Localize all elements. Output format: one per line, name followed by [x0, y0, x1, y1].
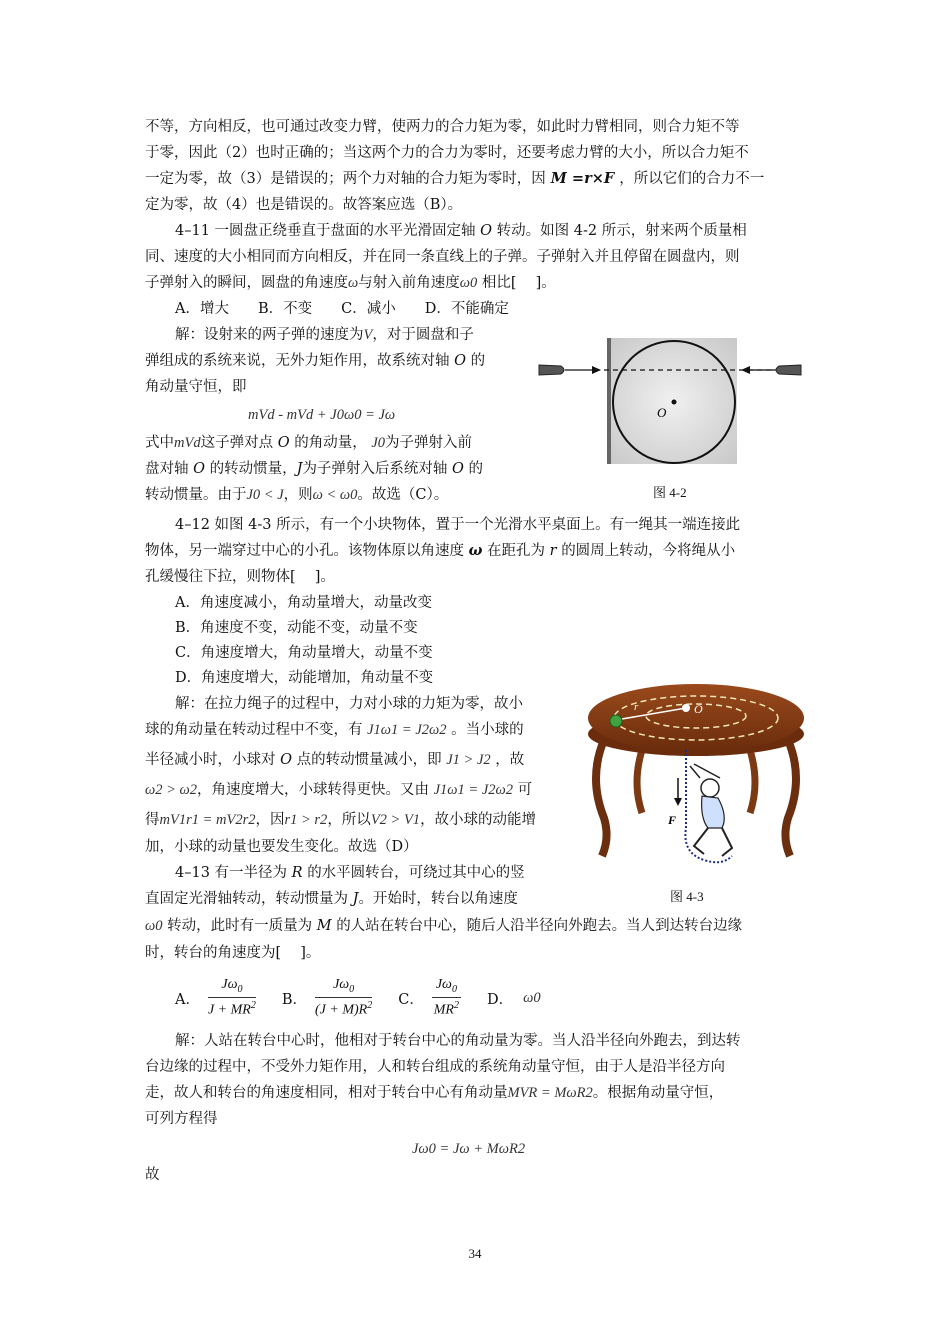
svg-text:O: O [694, 702, 703, 716]
text-line: 盘对轴 O 的转动惯量，J为子弹射入后系统对轴 O 的 [145, 461, 484, 477]
text-line: 角动量守恒，即 [145, 379, 247, 395]
text-line: 子弹射入的瞬间，圆盘的角速度ω与射入前角速度ω0 相比[ ]。 [145, 275, 556, 291]
options-4-13: A． $\frac{J\omega_0}{J + MR^2}$ B． $\frac{J\omega_0}{(J + M)R^2}$ C． $\frac{J\omega_0}{MR^2}$ D． ω0 [175, 977, 541, 1018]
text-line: 解：设射来的两子弹的速度为V，对于圆盘和子 [175, 327, 474, 343]
figure-4-3 [582, 678, 810, 870]
equation: Jω0 = Jω + MωR2 [412, 1141, 526, 1157]
svg-text:F: F [668, 813, 677, 827]
bullet-right [776, 365, 801, 375]
text-line: 弹组成的系统来说，无外力矩作用，故系统对轴 O 的 [145, 353, 486, 369]
equation: mVd - mVd + J0ω0 = Jω [248, 407, 396, 423]
text-line: 于零，因此（2）也时正确的；当这两个力的合力为零时，还要考虑力臂的大小，所以合力矩不 [145, 145, 749, 161]
text-line: 式中mVd这子弹对点 O 的角动量， J0为子弹射入前 [145, 435, 472, 451]
text-line: 物体，另一端穿过中心的小孔。该物体原以角速度 ω 在距孔为 r 的圆周上转动，今将绳从小 [145, 542, 736, 559]
person-head [701, 779, 719, 797]
text-line: 4–13 有一半径为 R 的水平圆转台，可绕过其中心的竖 [175, 865, 525, 881]
answer-options: A．增大 B．不变 C．减小 D．不能确定 [175, 301, 509, 317]
figure-caption: 图 4-2 [653, 485, 687, 500]
ball [610, 715, 622, 727]
text-line: 故 [145, 1167, 160, 1183]
page-number: 34 [468, 1246, 482, 1261]
text-line: 孔缓慢往下拉，则物体[ ]。 [145, 569, 335, 585]
option-d: D．角速度增大，动能增加，角动量不变 [175, 670, 434, 686]
text-line: ω2 > ω2，角速度增大，小球转得更快。又由 J1ω1 = J2ω2 可 [145, 782, 533, 798]
text-line: 加，小球的动量也要发生变化。故选（D） [145, 839, 418, 855]
text-line: 不等，方向相反，也可通过改变力臂，使两力的合力矩为零，如此时力臂相同，则合力矩不等 [145, 119, 740, 135]
text-line: 一定为零，故（3）是错误的；两个力对轴的合力矩为零时，因 M =r×F ，所以它们的合力不一 [145, 170, 765, 187]
text-line: 时，转台的角速度为[ ]。 [145, 945, 321, 961]
text-line: 得mV1r1 = mV2r2，因r1 > r2，所以V2 > V1，故小球的动能增 [145, 812, 537, 828]
text-line: 定为零，故（4）也是错误的。故答案应选（B）。 [145, 197, 463, 213]
text-line: 台边缘的过程中，不受外力矩作用，人和转台组成的系统角动量守恒，由于人是沿半径方向 [145, 1059, 725, 1075]
text-line: 球的角动量在转动过程中不变，有 J1ω1 = J2ω2 。当小球的 [145, 722, 524, 738]
option-b: B．角速度不变，动能不变，动量不变 [175, 620, 418, 636]
text-line: 可列方程得 [145, 1111, 218, 1127]
text-line: 解：在拉力绳子的过程中，力对小球的力矩为零，故小 [175, 696, 523, 712]
figure-caption: 图 4-3 [670, 889, 704, 904]
svg-text:r: r [634, 701, 639, 713]
text-line: 4–12 如图 4-3 所示，有一个小块物体，置于一个光滑水平桌面上。有一绳其一端连接此 [175, 517, 741, 533]
text-line: 半径减小时，小球对 O 点的转动惯量减小，即 J1 > J2 ，故 [145, 752, 525, 768]
text-line: 4–11 一圆盘正绕垂直于盘面的水平光滑固定轴 O 转动。如图 4-2 所示，射来两个质量相 [175, 223, 747, 239]
text-line: 转动惯量。由于J0 < J，则ω < ω0。故选（C）。 [145, 487, 449, 503]
option-c: C．角速度增大，角动量增大，动量不变 [175, 645, 433, 661]
text-line: 同、速度的大小相同而方向相反，并在同一条直线上的子弹。子弹射入并且停留在圆盘内，则 [145, 249, 740, 265]
bullet-left [539, 365, 564, 375]
text-line: 走，故人和转台的角速度相同，相对于转台中心有角动量MVR = MωR2。根据角动量守恒， [145, 1085, 724, 1101]
text-line: 直固定光滑轴转动，转动惯量为 J。开始时，转台以角速度 [145, 891, 518, 907]
center-label: O [657, 405, 667, 420]
option-a: A．角速度减小，角动量增大，动量改变 [175, 595, 432, 611]
figure-4-2 [535, 336, 805, 472]
text-line: ω0 转动，此时有一质量为 M 的人站在转台中心，随后人沿半径向外跑去。当人到达转台边缘 [145, 918, 743, 934]
text-line: 解：人站在转台中心时，他相对于转台中心的角动量为零。当人沿半径向外跑去，到达转 [175, 1033, 741, 1049]
